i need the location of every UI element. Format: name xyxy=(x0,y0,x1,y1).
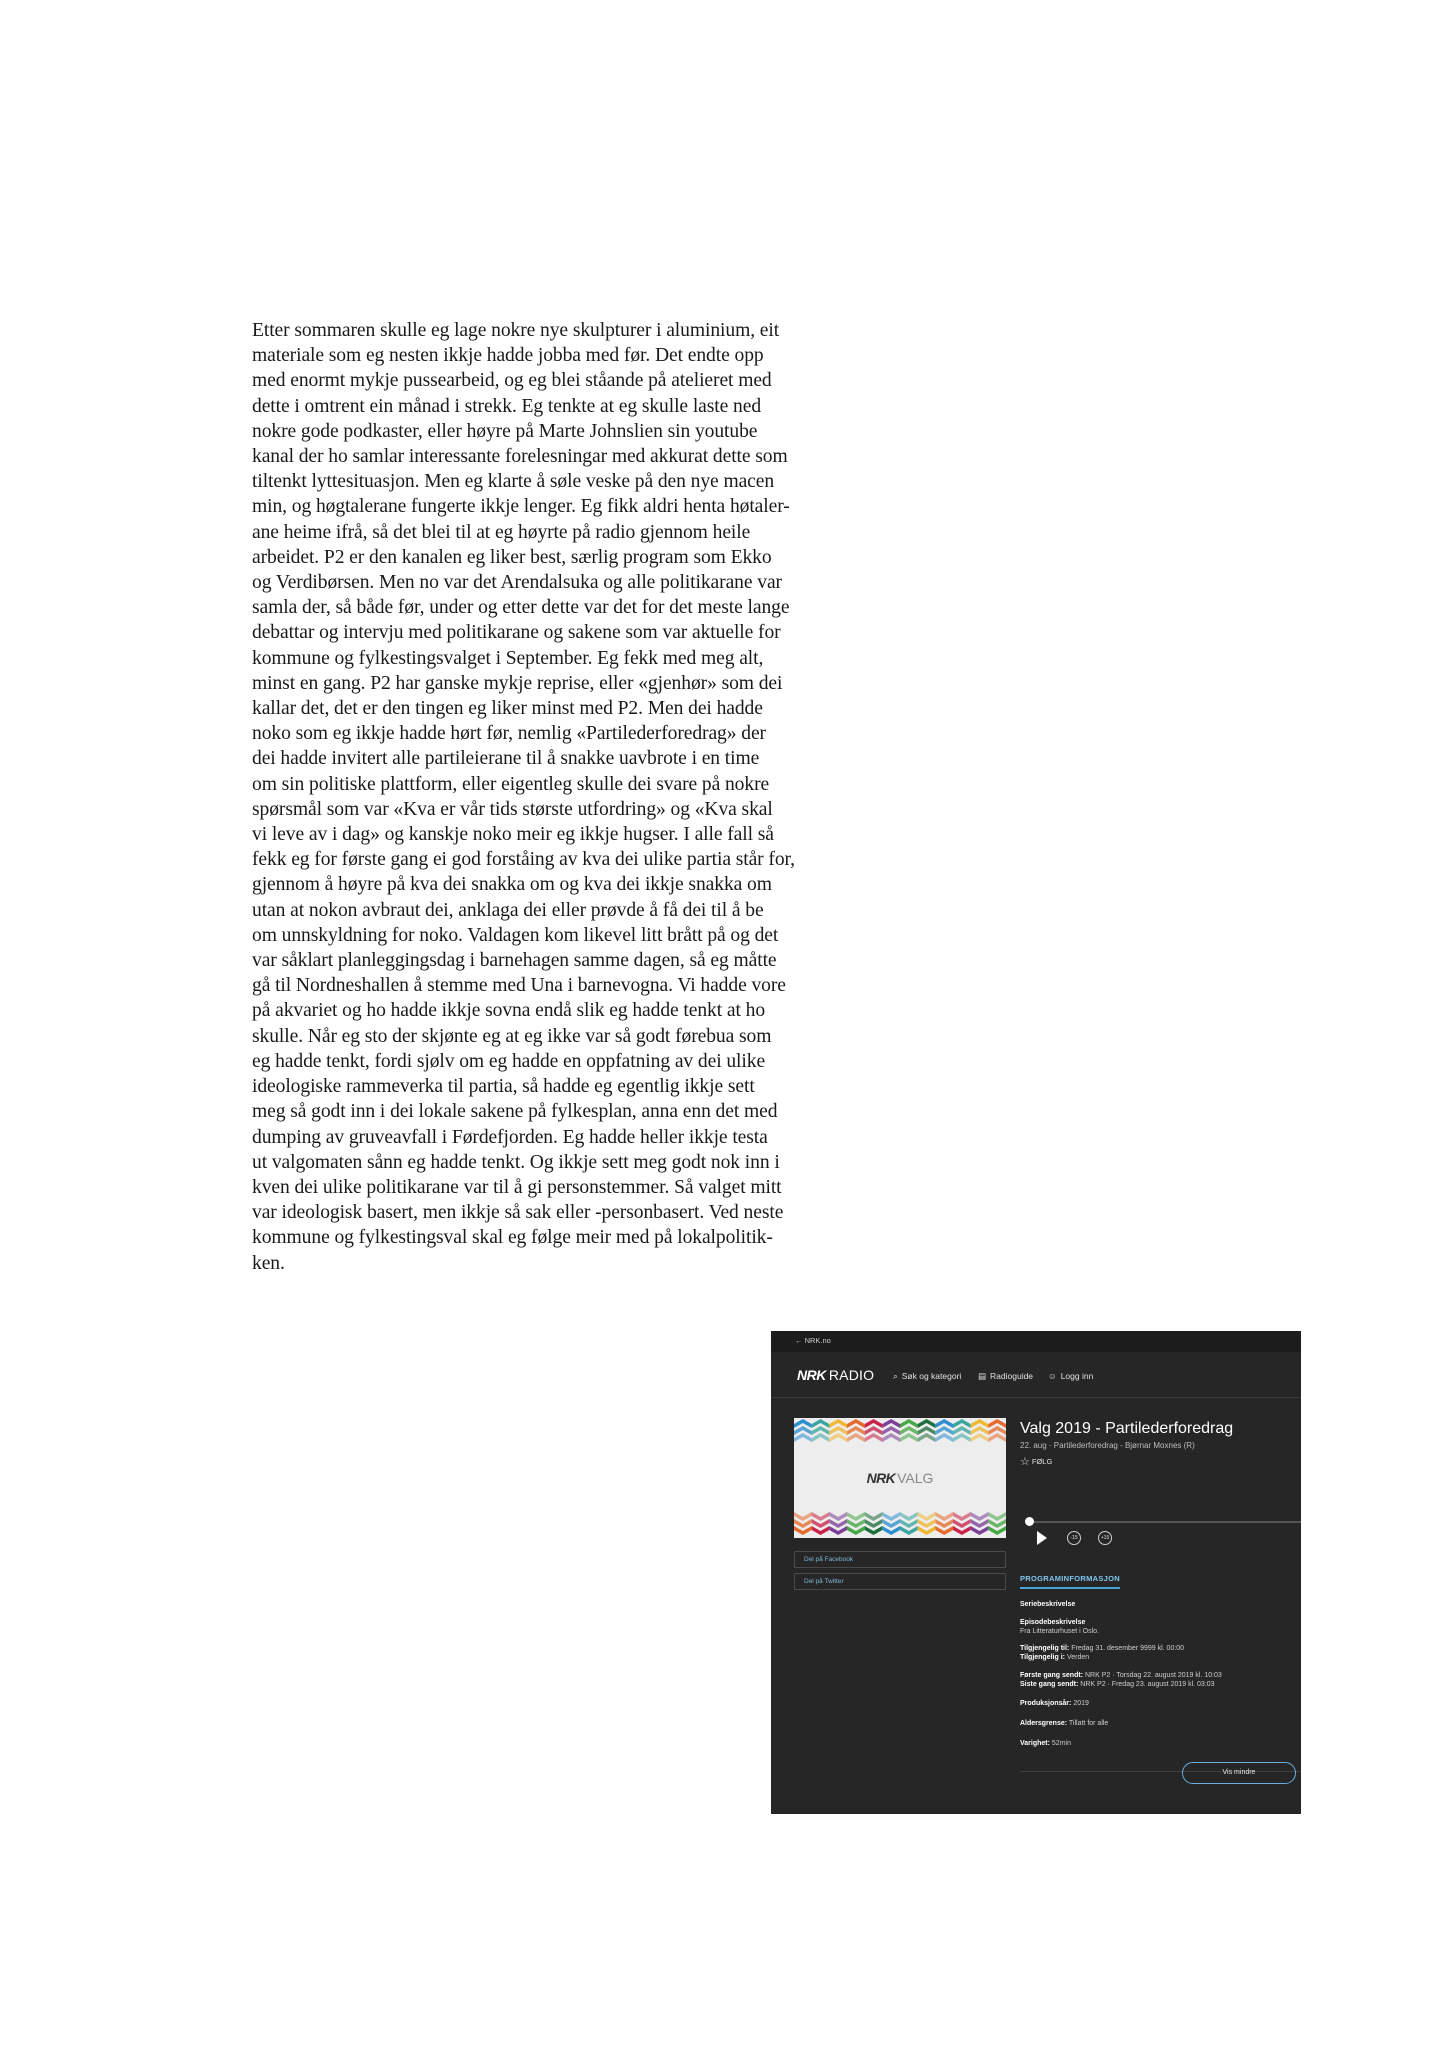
share-twitter-button[interactable]: Del på Twitter xyxy=(794,1573,1006,1590)
nrk-logo-text: RADIO xyxy=(828,1367,875,1383)
artwork-chevron xyxy=(988,1433,1006,1442)
essay-line: gjennom å høyre på kva dei snakka om og kva dei ikkje snakka om xyxy=(252,874,772,896)
essay-line: noko som eg ikkje hadde hørt før, nemlig «Partilederforedrag» der xyxy=(252,723,766,745)
artwork-chevron xyxy=(812,1433,830,1442)
essay-line: gå til Nordneshallen å stemme med Una i barnevogna. Vi hadde vore xyxy=(252,975,786,997)
essay-line: på akvariet og ho hadde ikkje sovna endå slik eg hadde tenkt at ho xyxy=(252,1000,766,1022)
essay-line: dei hadde invitert alle partileierane til å snakke uavbrote i en time xyxy=(252,748,760,770)
artwork-chevron xyxy=(847,1512,865,1521)
nrk-no-link[interactable]: ← NRK.no xyxy=(795,1336,831,1345)
first-sent: Første gang sendt: NRK P2 · Torsdag 22. august 2019 kl. 10:03 xyxy=(1020,1672,1222,1679)
artwork-chevron xyxy=(971,1433,989,1442)
skip-forward-button[interactable]: +15 xyxy=(1098,1531,1112,1545)
follow-button[interactable] xyxy=(1020,1455,1052,1468)
artwork-chevron xyxy=(900,1512,918,1521)
last-sent: Siste gang sendt: NRK P2 · Fredag 23. august 2019 kl. 03:03 xyxy=(1020,1681,1215,1688)
artwork-chevron xyxy=(900,1433,918,1442)
artwork-chevron xyxy=(882,1512,900,1521)
nrk-radio-logo[interactable] xyxy=(797,1367,874,1383)
artwork-chevron xyxy=(865,1433,883,1442)
essay-line: utan at nokon avbraut dei, anklaga dei eller prøvde å få dei til å be xyxy=(252,899,764,921)
search-icon: ⌕ xyxy=(893,1371,898,1381)
artwork-chevron xyxy=(988,1512,1006,1521)
essay-line: kven dei ulike politikarane var til å gi personstemmer. Så valget mitt xyxy=(252,1176,782,1198)
artwork-chevron xyxy=(829,1512,847,1521)
artwork-chevron xyxy=(971,1512,989,1521)
essay-line: samla der, så både før, under og etter dette var det for det meste lange xyxy=(252,597,790,619)
nav-login[interactable] xyxy=(1048,1371,1093,1381)
nav-search[interactable] xyxy=(893,1371,961,1382)
artwork-chevron xyxy=(865,1512,883,1521)
essay-text xyxy=(252,318,838,1276)
artwork-chevron xyxy=(918,1433,936,1442)
share-facebook-button[interactable]: Del på Facebook xyxy=(794,1551,1006,1568)
art-logo-text: VALG xyxy=(897,1470,934,1486)
essay-line: og Verdibørsen. Men no var det Arendalsuka og alle politikarane var xyxy=(252,572,782,594)
essay-line: skulle. Når eg sto der skjønte eg at eg ikke var så godt førebua som xyxy=(252,1025,772,1047)
artwork-chevron xyxy=(829,1433,847,1442)
essay-line: ken. xyxy=(252,1252,285,1274)
artwork-chevron xyxy=(794,1512,812,1521)
essay-line: fekk eg for første gang ei god forståing av kva dei ulike partia står for, xyxy=(252,849,795,871)
art-logo-mark: NRK xyxy=(866,1470,896,1486)
artwork-chevron xyxy=(953,1512,971,1521)
user-icon: ☺ xyxy=(1048,1371,1057,1381)
episode-description-value: Fra Litteraturhuset i Oslo. xyxy=(1020,1628,1099,1635)
nav-search-label: Søk og kategori xyxy=(901,1371,962,1381)
essay-line: dette i omtrent ein månad i strekk. Eg tenkte at eg skulle laste ned xyxy=(252,395,762,417)
essay-line: kommune og fylkestingsval skal eg følge meir med på lokalpolitik- xyxy=(252,1227,773,1249)
duration: Varighet: 52min xyxy=(1020,1740,1071,1747)
nrk-logo-mark: NRK xyxy=(797,1367,826,1383)
artwork-chevron xyxy=(953,1433,971,1442)
essay-line: eg hadde tenkt, fordi sjølv om eg hadde en oppfatning av dei ulike xyxy=(252,1050,766,1072)
calendar-icon: ▤ xyxy=(978,1371,987,1381)
essay-line: var ideologisk basert, men ikkje så sak eller -personbasert. Ved neste xyxy=(252,1202,784,1224)
essay-line: var såklart planleggingsdag i barnehagen samme dagen, så eg måtte xyxy=(252,950,777,972)
essay-line: debattar og intervju med politikarane og sakene som var aktuelle for xyxy=(252,622,781,644)
essay-line: meg så godt inn i dei lokale sakene på fylkesplan, anna enn det med xyxy=(252,1101,778,1123)
progress-handle[interactable] xyxy=(1025,1517,1034,1526)
nrk-radio-screenshot xyxy=(771,1331,1301,1814)
top-bar xyxy=(771,1331,1301,1352)
show-less-button[interactable]: Vis mindre xyxy=(1182,1762,1296,1784)
essay-line: minst en gang. P2 har ganske mykje reprise, eller «gjenhør» som dei xyxy=(252,672,783,694)
skip-back-button[interactable]: -15 xyxy=(1067,1531,1081,1545)
artwork-chevron xyxy=(882,1433,900,1442)
artwork-chevron xyxy=(935,1433,953,1442)
essay-line: om sin politiske plattform, eller eigentleg skulle dei svare på nokre xyxy=(252,773,770,795)
essay-line: Etter sommaren skulle eg lage nokre nye skulpturer i aluminium, eit xyxy=(252,320,780,341)
essay-line: dumping av gruveavfall i Førdefjorden. Eg hadde heller ikkje testa xyxy=(252,1126,768,1148)
play-button[interactable] xyxy=(1037,1531,1047,1545)
nav-login-label: Logg inn xyxy=(1060,1371,1094,1381)
essay-line: ideologiske rammeverka til partia, så hadde eg egentlig ikkje sett xyxy=(252,1076,755,1098)
artwork-chevron xyxy=(812,1512,830,1521)
follow-label: FØLG xyxy=(1031,1457,1053,1466)
nav-radioguide-label: Radioguide xyxy=(990,1371,1034,1381)
star-icon: ☆ xyxy=(1020,1456,1030,1468)
essay-line: min, og høgtalerane fungerte ikkje lenger. Eg fikk aldri henta høtaler- xyxy=(252,496,790,518)
essay-line: materiale som eg nesten ikkje hadde jobba med før. Det endte opp xyxy=(252,345,764,367)
series-description-label: Seriebeskrivelse xyxy=(1020,1601,1076,1608)
main-nav xyxy=(771,1352,1301,1398)
artwork-chevron xyxy=(794,1433,812,1442)
nav-radioguide[interactable] xyxy=(978,1371,1033,1382)
episode-description-label: Episodebeskrivelse xyxy=(1020,1619,1086,1626)
essay-line: kallar det, det er den tingen eg liker minst med P2. Men dei hadde xyxy=(252,698,763,720)
artwork-chevron xyxy=(847,1433,865,1442)
artwork-chevron xyxy=(935,1512,953,1521)
episode-subtitle: 22. aug · Partilederforedrag - Bjørnar Moxnes (R) xyxy=(1020,1441,1195,1450)
progress-track[interactable] xyxy=(1030,1521,1301,1523)
nrk-valg-logo xyxy=(794,1470,1006,1486)
essay-line: tiltenkt lyttesituasjon. Men eg klarte å søle veske på den nye macen xyxy=(252,471,775,493)
production-year: Produksjonsår: 2019 xyxy=(1020,1700,1089,1707)
program-artwork xyxy=(794,1418,1006,1538)
essay-line: vi leve av i dag» og kanskje noko meir eg ikkje hugser. I alle fall så xyxy=(252,824,774,846)
available-until: Tilgjengelig til: Fredag 31. desember 9999 kl. 00:00 xyxy=(1020,1645,1185,1652)
essay-line: med enormt mykje pussearbeid, og eg blei ståande på atelieret med xyxy=(252,370,772,392)
age-limit: Aldersgrense: Tillatt for alle xyxy=(1020,1720,1109,1727)
essay-line: kanal der ho samlar interessante forelesningar med akkurat dette som xyxy=(252,446,788,468)
tab-programinformasjon[interactable]: PROGRAMINFORMASJON xyxy=(1020,1574,1120,1589)
essay-line: spørsmål som var «Kva er vår tids største utfordring» og «Kva skal xyxy=(252,798,773,820)
artwork-chevron xyxy=(918,1512,936,1521)
available-in: Tilgjengelig i: Verden xyxy=(1020,1654,1090,1661)
essay-line: kommune og fylkestingsvalget i September. Eg fekk med meg alt, xyxy=(252,647,764,669)
essay-line: ut valgomaten sånn eg hadde tenkt. Og ikkje sett meg godt nok inn i xyxy=(252,1151,780,1173)
essay-line: arbeidet. P2 er den kanalen eg liker best, særlig program som Ekko xyxy=(252,546,772,568)
essay-line: om unnskyldning for noko. Valdagen kom likevel litt brått på og det xyxy=(252,924,779,946)
essay-line: nokre gode podkaster, eller høyre på Marte Johnslien sin youtube xyxy=(252,420,758,442)
episode-title: Valg 2019 - Partilederforedrag xyxy=(1020,1420,1234,1437)
essay-line: ane heime ifrå, så det blei til at eg høyrte på radio gjennom heile xyxy=(252,521,751,543)
